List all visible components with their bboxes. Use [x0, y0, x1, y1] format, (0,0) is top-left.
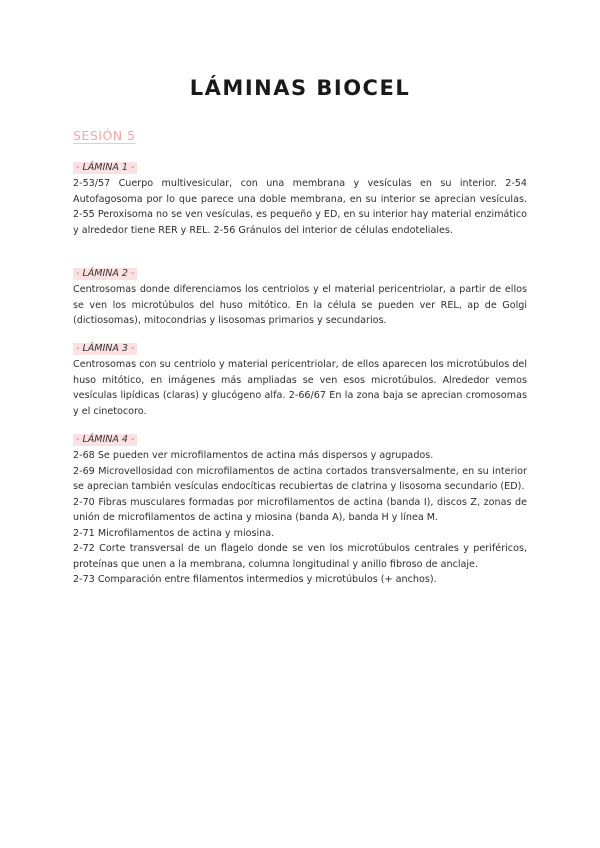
lamina-1-heading: - LÁMINA 1 - — [73, 162, 137, 174]
lamina-2-text: Centrosomas donde diferenciamos los centriolos y el material pericentriolar, a partir de ellos se ven los microtúbulos del huso mitótico. En la célula se pueden ver REL, ap de Golgi (dictiosomas), mitocondrias y lisosomas primarios y secundarios. — [73, 284, 527, 326]
lamina-3-text: Centrosomas con su centriolo y material pericentriolar, de ellos aparecen los microtúbulos del huso mitótico, en imágenes más ampliadas se ven esos microtúbulos. Alrededor vemos vesículas lipídicas (claras) y glucógeno alfa. 2-66/67 En la zona baja se aprecian cromosomas y el cinetocoro. — [73, 359, 527, 417]
lamina-4-item: 2-68 Se pueden ver microfilamentos de actina más dispersos y agrupados. — [73, 450, 434, 461]
lamina-3-label: LÁMINA 3 — [82, 343, 128, 354]
lamina-4-label: LÁMINA 4 — [82, 434, 128, 445]
lamina-3-section — [73, 336, 527, 419]
lamina-2-section — [73, 261, 527, 329]
session-heading — [73, 128, 136, 143]
page-title: LÁMINAS BIOCEL — [189, 76, 411, 100]
lamina-1-label: LÁMINA 1 — [82, 162, 128, 173]
lamina-4-section — [73, 427, 527, 588]
lamina-1-text: 2-53/57 Cuerpo multivesicular, con una membrana y vesículas en su interior. 2-54 Autofagosoma por lo que parece una doble membrana, en su interior se aprecian vesículas. 2-55 Peroxisoma no se ven vesículas, es pequeño y ED, en su interior hay material enzimático y alrededor tiene RER y REL. 2-56 Gránulos del interior de células endoteliales. — [73, 178, 527, 236]
lamina-4-item: 2-69 Microvellosidad con microfilamentos de actina cortados transversalmente, en su interior se aprecian también vesículas endocíticas recubiertas de clatrina y lisosoma secundario (ED). — [73, 465, 527, 492]
lamina-3-heading: - LÁMINA 3 - — [73, 343, 137, 355]
lamina-2-label: LÁMINA 2 — [82, 268, 128, 279]
lamina-1-section — [73, 155, 527, 238]
lamina-4-item: 2-72 Corte transversal de un flagelo donde se ven los microtúbulos centrales y periféricos, proteínas que unen a la membrana, columna longitudinal y anillo fibroso de anclaje. — [73, 543, 527, 570]
session-label: SESIÓN 5 — [73, 128, 136, 143]
lamina-2-heading: - LÁMINA 2 - — [73, 268, 137, 280]
lamina-4-heading: - LÁMINA 4 - — [73, 434, 137, 446]
lamina-4-item: 2-73 Comparación entre filamentos intermedios y microtúbulos (+ anchos). — [73, 574, 437, 585]
lamina-4-item: 2-71 Microfilamentos de actina y miosina. — [73, 527, 275, 539]
lamina-4-item: 2-70 Fibras musculares formadas por microfilamentos de actina (banda I), discos Z, zonas de unión de microfilamentos de actina y miosina (banda A), banda H y línea M. — [73, 496, 527, 523]
